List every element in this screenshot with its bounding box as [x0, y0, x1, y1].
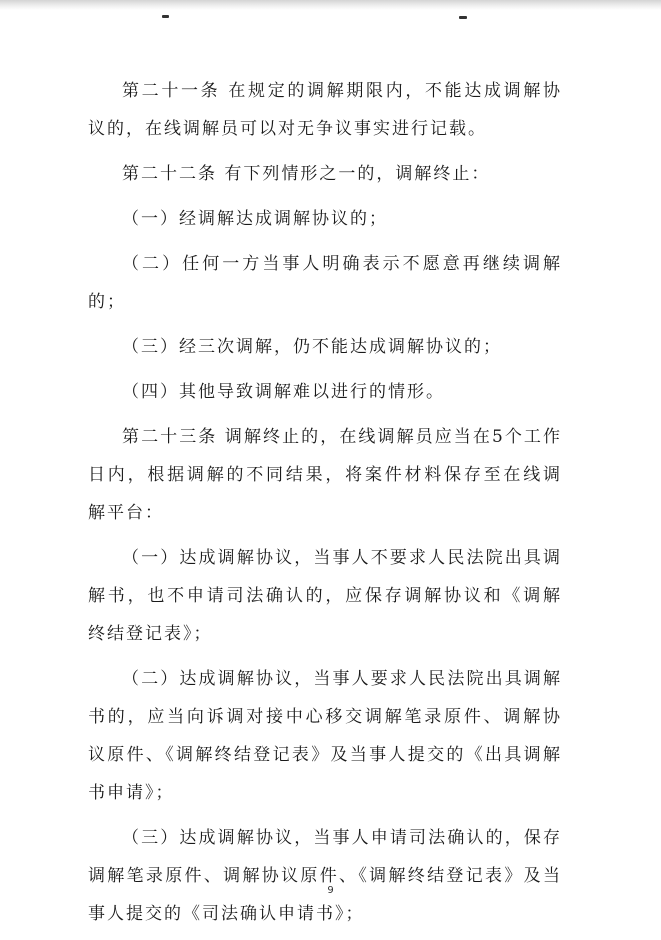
- list-item: （二）达成调解协议，当事人要求人民法院出具调解书的，应当向诉调对接中心移交调解笔录原件、调解协议原件、《调解终结登记表》及当事人提交的《出具调解书申请》；: [88, 669, 562, 803]
- paragraph-article-21: 第二十一条 在规定的调解期限内，不能达成调解协议的，在线调解员可以对无争议事实进行记载。: [88, 81, 562, 139]
- list-item: （三）达成调解协议，当事人申请司法确认的，保存调解笔录原件、调解协议原件、《调解终结登记表》及当事人提交的《司法确认申请书》；: [88, 828, 562, 924]
- list-item: （三）经三次调解，仍不能达成调解协议的；: [122, 337, 502, 357]
- scan-edge-shadow: [0, 0, 661, 10]
- scan-speck: [459, 16, 467, 19]
- paragraph-article-23: 第二十三条 调解终止的，在线调解员应当在5个工作日内，根据调解的不同结果，将案件材料保存至在线调解平台：: [88, 427, 562, 523]
- list-item: （四）其他导致调解难以进行的情形。: [122, 382, 445, 402]
- list-item: （一）经调解达成调解协议的；: [122, 209, 388, 229]
- paragraph-article-22: 第二十二条 有下列情形之一的，调解终止：: [122, 164, 491, 184]
- document-body: [88, 72, 562, 940]
- list-item: （一）达成调解协议，当事人不要求人民法院出具调解书，也不申请司法确认的，应保存调解协议和《调解终结登记表》；: [88, 548, 562, 644]
- list-item: （二）任何一方当事人明确表示不愿意再继续调解的；: [88, 254, 562, 312]
- page-number: 9: [327, 885, 334, 896]
- scan-speck: [162, 15, 169, 18]
